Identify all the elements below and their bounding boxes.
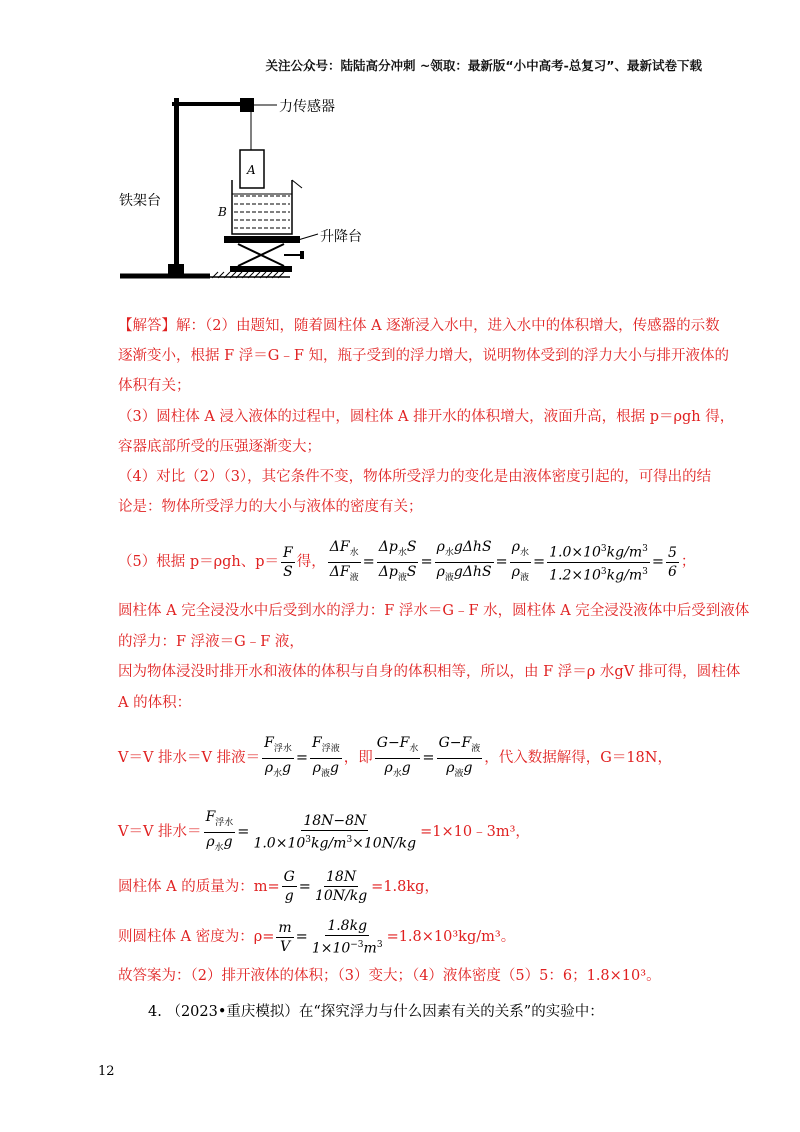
formula-mass: 圆柱体 A 的质量为：m= $\frac{G}{g}$ = $\frac{18N}{10N/kg}$ =1.8kg， xyxy=(118,869,439,904)
label-b: B xyxy=(218,205,227,219)
formula-density: 则圆柱体 A 密度为：ρ= $\frac{m}{V}$ = $\frac{1.8kg}{1\times 10^{-3}m^3}$ =1.8×10³kg/m³。 xyxy=(118,918,516,957)
experiment-figure xyxy=(112,88,352,288)
page-number: 12 xyxy=(98,1064,115,1079)
answer-line-11: A 的体积： xyxy=(118,695,192,711)
page-header: 关注公众号：陆陆高分冲刺 ~领取：最新版“小中高考-总复习”、最新试卷下载 xyxy=(265,58,702,73)
answer-line-7: 论是：物体所受浮力的大小与液体的密度有关； xyxy=(118,499,423,515)
answer-line-9: 的浮力：F 浮液＝G﹣F 液， xyxy=(118,634,304,650)
answer-line-8: 圆柱体 A 完全浸没水中后受到水的浮力：F 浮水＝G﹣F 水，圆柱体 A 完全浸没液体中后受到液体 xyxy=(118,603,750,619)
sensor-label: 力传感器 xyxy=(279,99,335,115)
answer-line-5: 容器底部所受的压强逐渐变大； xyxy=(118,439,321,455)
stand-label: 铁架台 xyxy=(119,193,161,209)
answer-line-1: 【解答】解：（2）由题知，随着圆柱体 A 逐渐浸入水中，进入水中的体积增大，传感器的示数 xyxy=(118,318,720,334)
question-4: 4. （2023•重庆模拟）在“探究浮力与什么因素有关的关系”的实验中： xyxy=(148,1004,604,1020)
answer-line-10: 因为物体浸没时排开水和液体的体积与自身的体积相等，所以，由 F 浮＝ρ 水gV 排可得，圆柱体 xyxy=(118,664,741,680)
label-a: A xyxy=(247,163,256,177)
final-answer: 故答案为：（2）排开液体的体积；（3）变大；（4）液体密度（5）5：6；1.8×10³。 xyxy=(118,968,661,984)
formula-volume: V＝V 排水＝V 排液＝ $\frac{F_{浮水}}{\rho_水g}$ = $\frac{F_{浮液}}{\rho_液g}$ ，即 $\frac{G-F_水}{\rho_水g}$ = $\frac{G-F_液}{\rho_液g}$ ，代入数据解得，G＝18N， xyxy=(118,735,672,779)
answer-line-2: 逐渐变小，根据 F 浮＝G﹣F 知，瓶子受到的浮力增大，说明物体受到的浮力大小与排开液体的 xyxy=(118,348,730,364)
answer-line-4: （3）圆柱体 A 浸入液体的过程中，圆柱体 A 排开水的体积增大，液面升高，根据 p＝ρgh 得， xyxy=(118,409,735,425)
answer-line-6: （4）对比（2）（3），其它条件不变，物体所受浮力的变化是由液体密度引起的，可得出的结 xyxy=(118,469,712,485)
lift-label: 升降台 xyxy=(320,229,362,245)
answer-line-3: 体积有关； xyxy=(118,378,191,394)
formula-line-5: （5）根据 p＝ρgh、p＝ $\frac{F}{S}$ 得， $\frac{\Delta F_水}{\Delta F_液}$ = $\frac{\Delta p_水S}{\Delta p_液S}$ = $\frac{\rho_水g\Delta hS}{\rho_液g\Delta hS}$ = $\frac{\rho_水}{\rho_液}$ = $\frac{1.0\times 10^3kg/m^3}{1.2\times 10^3kg/m^3}$ = $\frac{5}{6}$ ； xyxy=(118,539,696,584)
answer-tag: 【解答】 xyxy=(118,318,176,334)
formula-volume-value: V＝V 排水＝ $\frac{F_{浮水}}{\rho_水g}$ = $\frac{18N-8N}{1.0\times 10^3kg/m^3\times 10N/kg}$ =1×10﹣3m³， xyxy=(118,809,530,853)
